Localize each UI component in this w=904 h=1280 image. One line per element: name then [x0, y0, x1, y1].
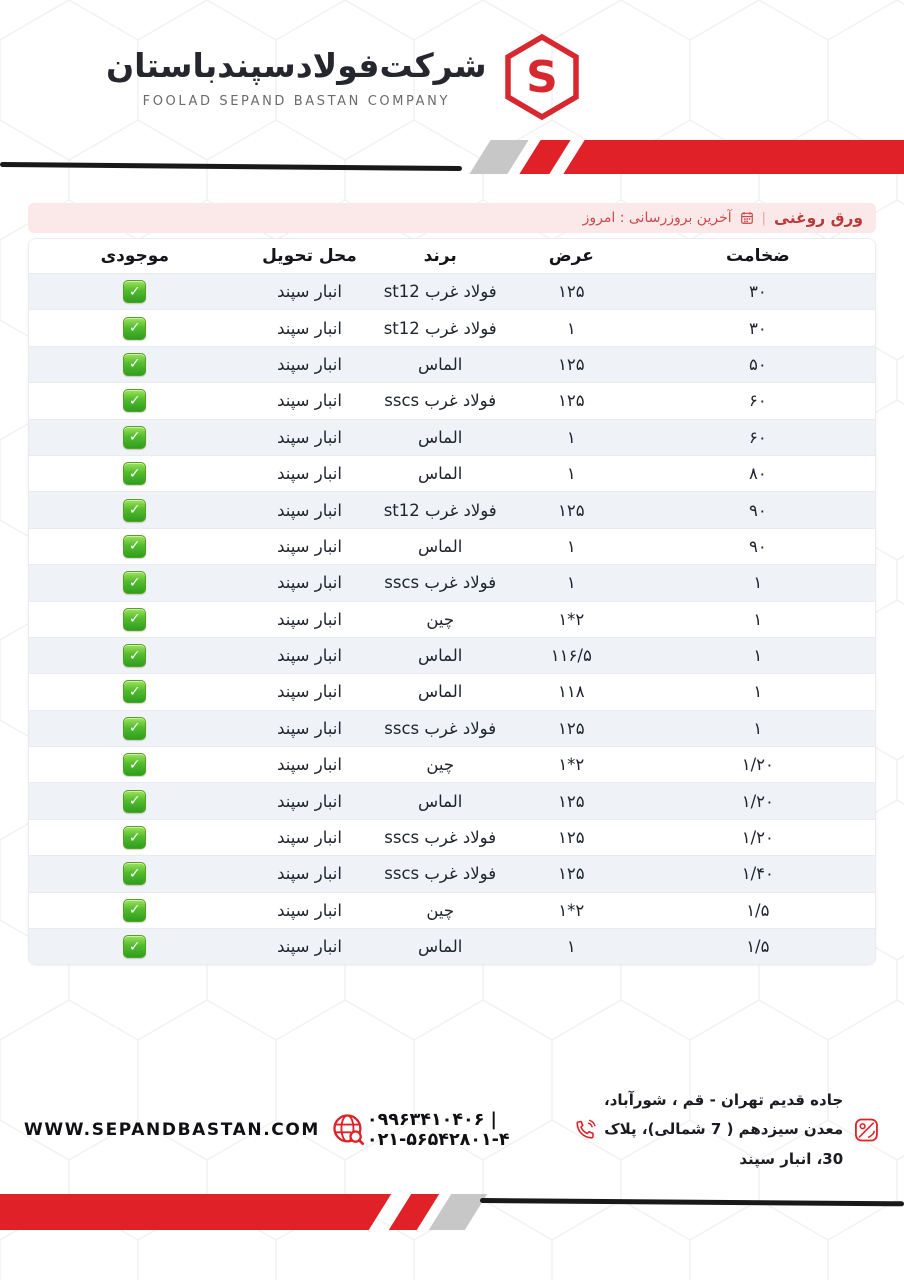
brand-cell: الماس [418, 682, 463, 702]
delivery-cell: انبار سپند [277, 682, 342, 702]
check-icon: ✓ [123, 717, 146, 740]
delivery-cell: انبار سپند [277, 900, 342, 920]
check-icon: ✓ [123, 426, 146, 449]
divider-red-band [563, 140, 904, 174]
website-block [24, 1111, 367, 1148]
address-line-2: معدن سیزدهم ( 7 شمالی)، پلاک 30، انبار سپند [604, 1120, 844, 1168]
check-icon: ✓ [123, 389, 146, 412]
thickness-cell: ۸۰ [748, 464, 767, 484]
availability-cell [29, 747, 241, 782]
brand-cell: الماس [418, 354, 463, 374]
company-names [106, 46, 487, 109]
company-logo-icon [503, 34, 581, 120]
thickness-cell: ۳۰ [748, 318, 767, 338]
brand-cell: الماس [418, 937, 463, 957]
availability-cell [29, 274, 241, 309]
table-row [29, 382, 875, 418]
availability-cell [29, 565, 241, 600]
check-icon: ✓ [123, 280, 146, 303]
delivery-cell: انبار سپند [277, 609, 342, 629]
brand-cell: فولاد غرب sscs [384, 573, 497, 593]
table-row [29, 928, 875, 964]
address-block [597, 1086, 880, 1174]
width-cell: ۱۲۵ [558, 791, 585, 811]
table-row [29, 673, 875, 709]
availability-cell [29, 783, 241, 818]
check-icon: ✓ [123, 353, 146, 376]
width-cell: ۱*۲ [558, 900, 585, 920]
width-cell: ۱۲۵ [558, 282, 585, 302]
map-icon [853, 1111, 880, 1149]
thickness-cell: ۹۰ [748, 500, 767, 520]
width-cell: ۱ [566, 318, 576, 338]
brand-cell: فولاد غرب st12 [383, 282, 497, 302]
width-cell: ۱۲۵ [558, 391, 585, 411]
availability-cell [29, 602, 241, 637]
thickness-cell: ۶۰ [748, 427, 767, 447]
thickness-cell: ۱/۵ [746, 937, 770, 957]
check-icon: ✓ [123, 790, 146, 813]
availability-cell [29, 638, 241, 673]
table-row [29, 601, 875, 637]
price-table [28, 238, 876, 965]
brand-cell: چین [426, 900, 455, 920]
brand-cell: الماس [418, 791, 463, 811]
table-row [29, 782, 875, 818]
width-cell: ۱۲۵ [558, 864, 585, 884]
thickness-cell: ۱/۴۰ [741, 864, 774, 884]
availability-cell [29, 674, 241, 709]
brand-cell: فولاد غرب sscs [384, 864, 497, 884]
brand-cell: چین [426, 609, 455, 629]
width-cell: ۱۲۵ [558, 354, 585, 374]
thickness-cell: ۹۰ [748, 536, 767, 556]
table-row [29, 273, 875, 309]
width-cell: ۱۱۶/۵ [550, 646, 592, 666]
header-divider-band [0, 140, 904, 176]
availability-cell [29, 310, 241, 345]
check-icon: ✓ [123, 826, 146, 849]
width-cell: ۱ [566, 937, 576, 957]
header-delivery: محل تحویل [262, 246, 357, 266]
delivery-cell: انبار سپند [277, 791, 342, 811]
width-cell: ۱ [566, 464, 576, 484]
delivery-cell: انبار سپند [277, 646, 342, 666]
table-row [29, 637, 875, 673]
check-icon: ✓ [123, 499, 146, 522]
table-row [29, 528, 875, 564]
check-icon: ✓ [123, 935, 146, 958]
table-row [29, 346, 875, 382]
table-body [29, 273, 875, 964]
delivery-cell: انبار سپند [277, 536, 342, 556]
availability-cell [29, 456, 241, 491]
delivery-cell: انبار سپند [277, 427, 342, 447]
thickness-cell: ۱/۲۰ [741, 755, 774, 775]
delivery-cell: انبار سپند [277, 718, 342, 738]
table-header-row [29, 239, 875, 273]
company-logo [106, 34, 581, 120]
check-icon: ✓ [123, 608, 146, 631]
table-row [29, 455, 875, 491]
delivery-cell: انبار سپند [277, 318, 342, 338]
delivery-cell: انبار سپند [277, 573, 342, 593]
width-cell: ۱ [566, 536, 576, 556]
brand-cell: فولاد غرب sscs [384, 391, 497, 411]
company-name-fa: شرکت‌فولادسپندباستان [106, 45, 487, 85]
divider-red-stripe [519, 140, 570, 174]
width-cell: ۱۱۸ [558, 682, 585, 702]
delivery-cell: انبار سپند [277, 391, 342, 411]
availability-cell [29, 347, 241, 382]
divider-gray-stripe [469, 140, 528, 174]
width-cell: ۱ [566, 427, 576, 447]
globe-search-icon [330, 1111, 367, 1148]
logo-letter: S [525, 52, 558, 103]
thickness-cell: ۱ [753, 718, 763, 738]
brand-cell: فولاد غرب sscs [384, 718, 497, 738]
check-icon: ✓ [123, 571, 146, 594]
delivery-cell: انبار سپند [277, 864, 342, 884]
width-cell: ۱*۲ [558, 609, 585, 629]
availability-cell [29, 420, 241, 455]
table-row [29, 855, 875, 891]
divider-black-line-bottom [480, 1198, 904, 1206]
table-row [29, 819, 875, 855]
header-availability: موجودی [100, 246, 169, 266]
company-name-en: FOOLAD SEPAND BASTAN COMPANY [142, 93, 451, 109]
brand-cell: فولاد غرب st12 [383, 318, 497, 338]
phone-block [367, 1110, 597, 1150]
check-icon: ✓ [123, 753, 146, 776]
availability-cell [29, 929, 241, 964]
check-icon: ✓ [123, 680, 146, 703]
availability-cell [29, 711, 241, 746]
table-row [29, 564, 875, 600]
table-title-bar [28, 203, 876, 233]
table-row [29, 710, 875, 746]
delivery-cell: انبار سپند [277, 464, 342, 484]
header-brand: برند [423, 246, 457, 266]
availability-cell [29, 383, 241, 418]
delivery-cell: انبار سپند [277, 828, 342, 848]
delivery-cell: انبار سپند [277, 354, 342, 374]
delivery-cell: انبار سپند [277, 937, 342, 957]
thickness-cell: ۶۰ [748, 391, 767, 411]
brand-cell: فولاد غرب st12 [383, 500, 497, 520]
divider-gray-stripe-bottom [429, 1194, 487, 1230]
availability-cell [29, 856, 241, 891]
thickness-cell: ۱/۲۰ [741, 828, 774, 848]
availability-cell [29, 529, 241, 564]
check-icon: ✓ [123, 862, 146, 885]
footer-divider-band [0, 1192, 904, 1234]
availability-cell [29, 492, 241, 527]
product-title: ورق روغنی [774, 209, 863, 227]
width-cell: ۱ [566, 573, 576, 593]
title-separator: | [761, 210, 767, 226]
availability-cell [29, 893, 241, 928]
phone-icon [573, 1113, 597, 1147]
thickness-cell: ۱ [753, 682, 763, 702]
brand-cell: فولاد غرب sscs [384, 828, 497, 848]
price-table-card [28, 203, 876, 965]
thickness-cell: ۱/۵ [746, 900, 770, 920]
brand-cell: الماس [418, 646, 463, 666]
divider-red-band-bottom [0, 1194, 391, 1230]
footer-contact-bar [0, 1086, 904, 1174]
width-cell: ۱*۲ [558, 755, 585, 775]
thickness-cell: ۱ [753, 609, 763, 629]
address-line-1: جاده قدیم تهران - قم ، شورآباد، [604, 1091, 844, 1109]
last-update-label: آخرین بروزرسانی : امروز [582, 210, 732, 226]
phone-numbers[interactable]: ۰۹۹۶۳۴۱۰۴۰۶ | ۰۲۱-۵۶۵۴۲۸۰۱-۴ [366, 1109, 510, 1150]
header-thickness: ضخامت [726, 246, 790, 266]
delivery-cell: انبار سپند [277, 755, 342, 775]
address-text [597, 1086, 843, 1174]
table-row [29, 419, 875, 455]
check-icon: ✓ [123, 644, 146, 667]
table-row [29, 491, 875, 527]
calendar-icon [740, 211, 754, 225]
thickness-cell: ۱ [753, 646, 763, 666]
delivery-cell: انبار سپند [277, 500, 342, 520]
availability-cell [29, 820, 241, 855]
table-row [29, 746, 875, 782]
brand-cell: الماس [418, 464, 463, 484]
check-icon: ✓ [123, 535, 146, 558]
divider-black-line [0, 162, 462, 171]
table-row [29, 892, 875, 928]
delivery-cell: انبار سپند [277, 282, 342, 302]
width-cell: ۱۲۵ [558, 718, 585, 738]
check-icon: ✓ [123, 317, 146, 340]
thickness-cell: ۳۰ [748, 282, 767, 302]
brand-cell: الماس [418, 536, 463, 556]
header-width: عرض [548, 246, 594, 266]
brand-cell: الماس [418, 427, 463, 447]
website-url[interactable]: WWW.SEPANDBASTAN.COM [24, 1119, 320, 1140]
brand-cell: چین [426, 755, 455, 775]
check-icon: ✓ [123, 899, 146, 922]
thickness-cell: ۱/۲۰ [741, 791, 774, 811]
check-icon: ✓ [123, 462, 146, 485]
thickness-cell: ۱ [753, 573, 763, 593]
width-cell: ۱۲۵ [558, 500, 585, 520]
width-cell: ۱۲۵ [558, 828, 585, 848]
thickness-cell: ۵۰ [748, 354, 767, 374]
table-row [29, 309, 875, 345]
